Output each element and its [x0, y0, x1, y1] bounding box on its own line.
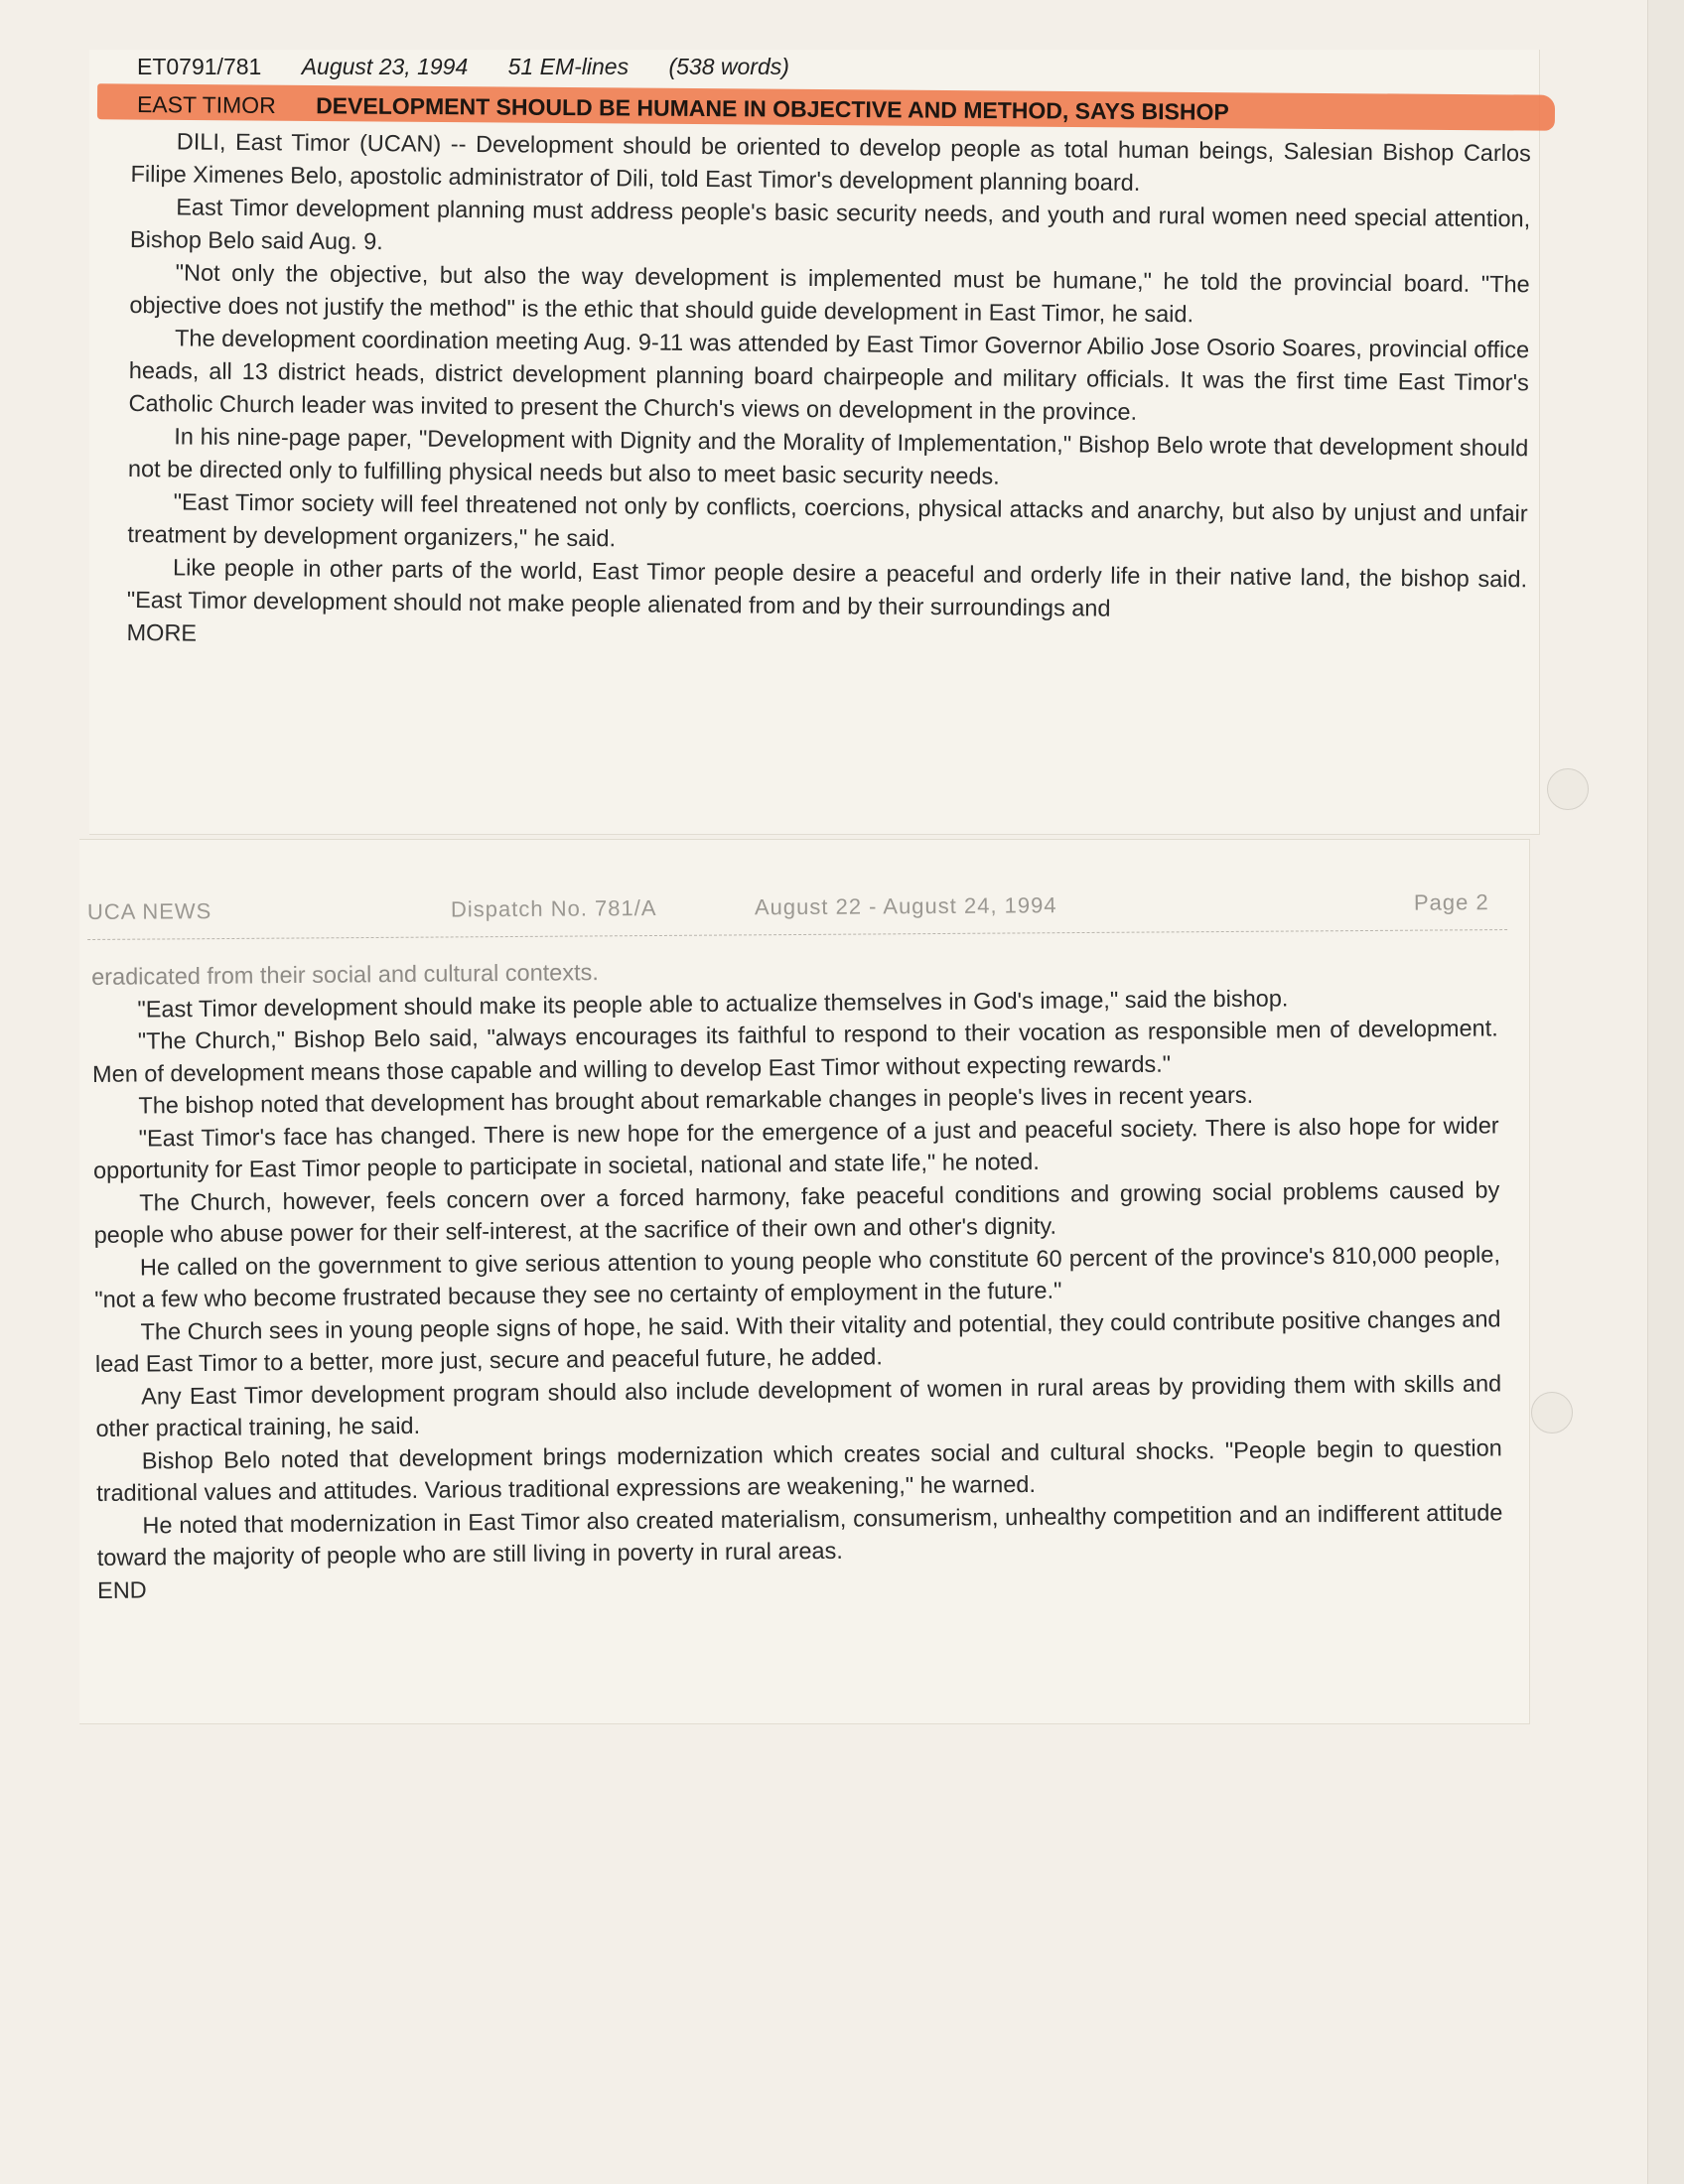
- article-body-top: [126, 125, 1531, 661]
- paragraph: He called on the government to give serious attention to young people who constitute 60 percent of the province's 810,000 people, "not a few who become frustrated because they see no certainty of employment in the future.": [94, 1240, 1501, 1312]
- paragraph: East Timor development planning must address people's basic security needs, and youth and rural women need special attention, Bishop Belo said Aug. 9.: [129, 194, 1531, 255]
- dispatch-number: Dispatch No. 781/A: [450, 894, 657, 922]
- paragraph: The Church sees in young people signs of hope, he said. With their vitality and potential, they could contribute positive changes and lead East Timor to a better, more just, secure and peaceful future, he added.: [94, 1304, 1501, 1377]
- page-edge: [1647, 0, 1684, 2184]
- paragraph: Any East Timor development program should also include development of women in rural areas by providing them with skills and other practical training, he said.: [95, 1369, 1502, 1441]
- paragraph: "East Timor society will feel threatened not only by conflicts, coercions, physical attacks and anarchy, but also by unjust and unfair treatment by development organizers," he said.: [127, 488, 1528, 552]
- country-slug: EAST TIMOR: [136, 91, 276, 118]
- paragraph: The Church, however, feels concern over a forced harmony, fake peaceful conditions and growing social problems caused by people who abuse power for their self-interest, at the sacrifice of their own and other's dignity.: [93, 1175, 1500, 1248]
- headline: DEVELOPMENT SHOULD BE HUMANE IN OBJECTIVE AND METHOD, SAYS BISHOP: [316, 92, 1229, 125]
- dispatch-id: ET0791/781: [137, 54, 262, 79]
- continuation-header: [87, 889, 1507, 940]
- paragraph: DILI, East Timor (UCAN) -- Development should be oriented to develop people as total human beings, Salesian Bishop Carlos Filipe Ximenes Belo, apostolic administrator of Dili, told East Timor's development planning board.: [130, 128, 1531, 196]
- dispatch-dates: August 22 - August 24, 1994: [754, 892, 1057, 920]
- paragraph: In his nine-page paper, "Development with Dignity and the Morality of Implementation," Bishop Belo wrote that development should not be directed only to fulfilling physical needs but also to meet basic security needs.: [127, 423, 1529, 489]
- paragraph: "The Church," Bishop Belo said, "always encourages its faithful to respond to their vocation as responsible men of development. Men of development means those capable and willing to develop East Timor without expecting rewards.": [91, 1015, 1498, 1087]
- punch-hole: [1531, 1392, 1573, 1433]
- paragraph: Bishop Belo noted that development brings modernization which creates social and cultural shocks. "People begin to question traditional values and attitudes. Various traditional expressions are weakening," he warned.: [96, 1433, 1502, 1506]
- line-count: 51 EM-lines: [507, 54, 630, 79]
- paragraph: "East Timor's face has changed. There is new hope for the emergence of a just and peaceful society. There is also hope for wider opportunity for East Timor people to participate in societal, national and state life," he noted.: [92, 1111, 1499, 1183]
- paragraph: "East Timor development should make its people able to actualize themselves in God's image," said the bishop.: [137, 984, 1289, 1023]
- article-body-bottom: [91, 947, 1503, 1606]
- paragraph: The bishop noted that development has brought about remarkable changes in people's lives in recent years.: [138, 1081, 1254, 1119]
- paragraph: He noted that modernization in East Timor also created materialism, consumerism, unhealthy competition and an indifferent attitude toward the majority of people who are still living in poverty in rural areas.: [96, 1498, 1503, 1570]
- more-marker: MORE: [126, 618, 198, 646]
- paragraph: The development coordination meeting Aug. 9-11 was attended by East Timor Governor Abilio Jose Osorio Soares, provincial office heads, all 13 district heads, district development planning board chairpeople and military officials. It was the first time East Timor's Catholic Church leader was invited to present the Church's views on development in the province.: [128, 325, 1530, 425]
- punch-hole: [1547, 768, 1589, 810]
- top-news-clipping: [89, 50, 1540, 835]
- dispatch-meta-line: [137, 54, 823, 80]
- bottom-news-clipping: [79, 839, 1530, 1724]
- continued-line: eradicated from their social and cultural contexts.: [91, 959, 599, 990]
- word-count: (538 words): [668, 54, 789, 79]
- end-marker: END: [96, 1575, 147, 1603]
- paragraph: "Not only the objective, but also the way development is implemented must be humane," he told the provincial board. "The objective does not justify the method" is the ethic that should guide development in East Timor, he said.: [129, 259, 1530, 328]
- source-name: UCA NEWS: [86, 898, 212, 924]
- dispatch-date: August 23, 1994: [301, 54, 469, 79]
- paragraph: Like people in other parts of the world, East Timor people desire a peaceful and orderly life in their native land, the bishop said. "East Timor development should not make people alienated from and by their surroundings and: [126, 554, 1528, 621]
- page-number: Page 2: [1413, 889, 1489, 915]
